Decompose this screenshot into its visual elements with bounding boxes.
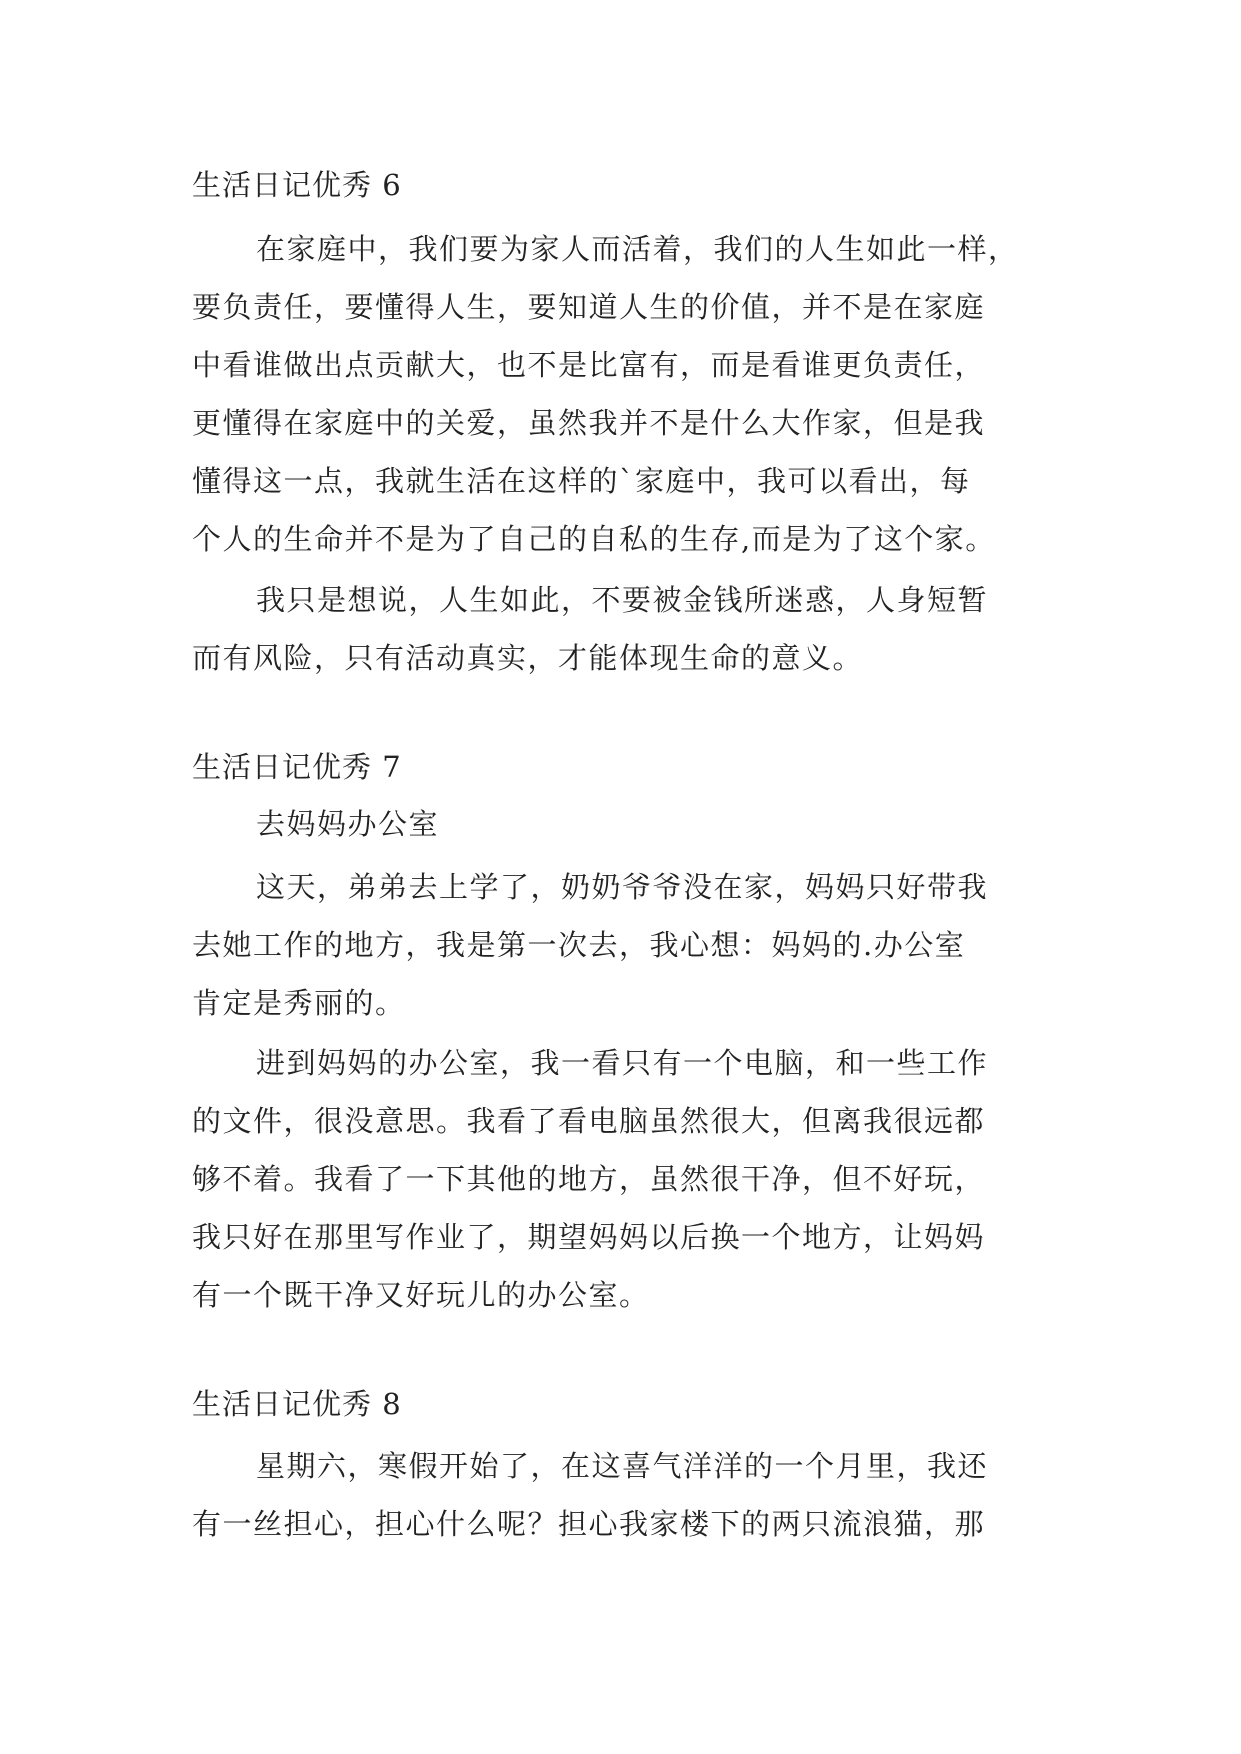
paragraph-line: 个人的生命并不是为了自己的自私的生存,而是为了这个家。	[192, 522, 996, 556]
paragraph-line: 够不着。我看了一下其他的地方，虽然很干净，但不好玩，	[192, 1162, 986, 1196]
paragraph-line: 这天，弟弟去上学了，奶奶爷爷没在家，妈妈只好带我	[256, 870, 989, 904]
paragraph-line: 去她工作的地方，我是第一次去，我心想：妈妈的.办公室	[192, 928, 966, 962]
paragraph-line: 进到妈妈的办公室，我一看只有一个电脑，和一些工作	[256, 1046, 989, 1080]
paragraph-line: 有一个既干净又好玩儿的办公室。	[192, 1278, 650, 1312]
paragraph-line: 要负责任，要懂得人生，要知道人生的价值，并不是在家庭	[192, 290, 986, 324]
paragraph-line: 中看谁做出点贡献大，也不是比富有，而是看谁更负责任，	[192, 348, 986, 382]
paragraph-line: 在家庭中，我们要为家人而活着，我们的人生如此一样，	[256, 232, 1019, 266]
paragraph-line: 而有风险，只有活动真实，才能体现生命的意义。	[192, 641, 864, 675]
paragraph-line: 的文件，很没意思。我看了看电脑虽然很大，但离我很远都	[192, 1104, 986, 1138]
section-title: 生活日记优秀 7	[192, 750, 402, 784]
paragraph-line: 有一丝担心，担心什么呢？担心我家楼下的两只流浪猫，那	[192, 1507, 986, 1541]
paragraph-line: 我只是想说，人生如此，不要被金钱所迷惑，人身短暂	[256, 583, 989, 617]
paragraph-line: 更懂得在家庭中的关爱，虽然我并不是什么大作家，但是我	[192, 406, 986, 440]
paragraph-line: 我只好在那里写作业了，期望妈妈以后换一个地方，让妈妈	[192, 1220, 986, 1254]
paragraph-line: 懂得这一点，我就生活在这样的`家庭中，我可以看出，每	[192, 464, 971, 498]
section-title: 生活日记优秀 8	[192, 1387, 402, 1421]
paragraph-line: 去妈妈办公室	[256, 807, 440, 841]
paragraph-line: 星期六，寒假开始了，在这喜气洋洋的一个月里，我还	[256, 1449, 989, 1483]
section-title: 生活日记优秀 6	[192, 168, 402, 202]
paragraph-line: 肯定是秀丽的。	[192, 986, 406, 1020]
